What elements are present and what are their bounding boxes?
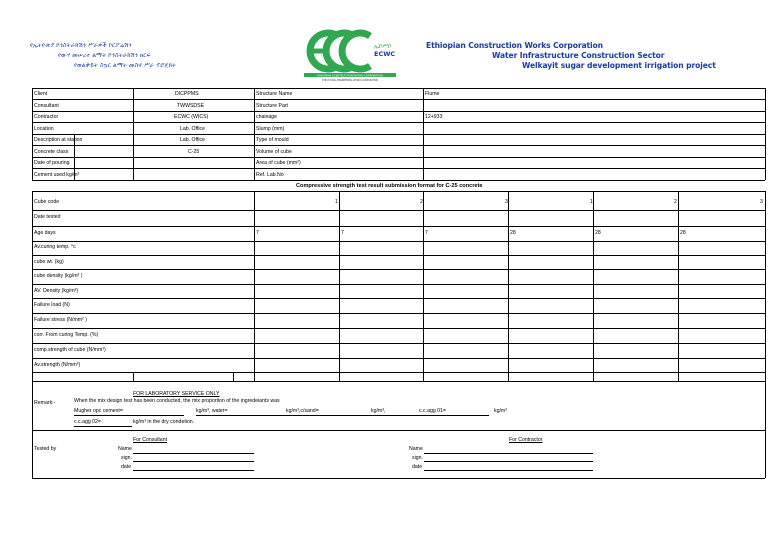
lab-only-note: FOR LABORATORY SERVICE ONLY bbox=[133, 391, 220, 397]
slump-label: Slump (mm) bbox=[256, 126, 285, 132]
row-av-density: AV. Density (kg/m³) bbox=[34, 288, 79, 294]
row-av-strength: Av.strength (N/mm²) bbox=[34, 362, 81, 368]
cube-code-5: 2 bbox=[674, 199, 677, 205]
age-days-3: 7 bbox=[425, 230, 428, 236]
contractor-value: ECWC (WICS) bbox=[174, 114, 209, 120]
row-cube-weight: cube wt. (kg) bbox=[34, 259, 64, 265]
english-line-3: Welkayit sugar development irrigation project bbox=[522, 61, 716, 70]
consultant-date-label: date bbox=[121, 464, 132, 470]
cube-code-3: 3 bbox=[505, 199, 508, 205]
company-logo bbox=[298, 26, 402, 86]
for-consultant-label: For Consultant bbox=[133, 437, 168, 443]
row-failure-stress: Failure stress (N/mm² ) bbox=[34, 317, 88, 323]
date-tested-label: Date tested bbox=[34, 214, 61, 220]
contractor-label: Contractor bbox=[34, 114, 59, 120]
unit-5: kg/m³ in the dry condetion. bbox=[133, 419, 195, 425]
logo-small-text: ECWC bbox=[374, 50, 396, 58]
contractor-date-label: date bbox=[412, 464, 423, 470]
location-label: Location bbox=[34, 126, 54, 132]
cube-code-label: Cube code bbox=[34, 199, 60, 205]
consultant-sign-line[interactable] bbox=[133, 461, 254, 462]
structure-name-value: Flume bbox=[425, 91, 440, 97]
cc-agg-01: c.c.agg 01= bbox=[419, 408, 446, 414]
ref-label: Ref. Lab.No bbox=[256, 172, 284, 178]
client-label: Client bbox=[34, 91, 48, 97]
unit-water: kg/m³, water= bbox=[196, 408, 228, 414]
contractor-sign-line[interactable] bbox=[424, 461, 593, 462]
english-line-1: Ethiopian Construction Works Corporation bbox=[426, 41, 603, 50]
chainage-label: chainage bbox=[256, 114, 278, 120]
row-cube-density: cube density (kg/m³ ) bbox=[34, 273, 83, 279]
ecwc-logo-icon bbox=[298, 26, 402, 86]
consultant-name-label: Name bbox=[118, 446, 132, 452]
age-days-1: 7 bbox=[256, 230, 259, 236]
amharic-line-3: የወልቃይት ስኳር ልማት መስኖ ሥራ ፕሮጀክት bbox=[74, 62, 177, 69]
row-comp-strength: comp.strength of cube (N/mm²) bbox=[34, 347, 106, 353]
consultant-label: Consultant bbox=[34, 103, 59, 109]
structure-part-label: Structure Part bbox=[256, 103, 289, 109]
for-contractor-label: For Contractor bbox=[509, 437, 543, 443]
consultant-sign-label: sign. bbox=[121, 455, 132, 461]
mould-label: Type of mould bbox=[256, 137, 289, 143]
cement-used-label: Cement used kg/m³ bbox=[34, 172, 80, 178]
cc-agg-02: c.c.agg 02= bbox=[74, 419, 101, 425]
location-value: Lab. Office bbox=[180, 126, 205, 132]
consultant-value: TWWSDSE bbox=[177, 103, 205, 109]
row-corr-curing: corr. From curing Temp. (%) bbox=[34, 332, 99, 338]
client-value: DICPPMS bbox=[175, 91, 199, 97]
row-curing-temp: Av.curing temp. °c bbox=[34, 244, 76, 250]
logo-caption: ETHIOPIAN CONSTRUCTION WORKS CORPORATION bbox=[317, 74, 383, 78]
chainage-value: 12+933 bbox=[425, 114, 443, 120]
structure-name-label: Structure Name bbox=[256, 91, 293, 97]
date-pouring-label: Date of pouring bbox=[34, 160, 70, 166]
cube-code-2: 2 bbox=[420, 199, 423, 205]
age-days-6: 28 bbox=[680, 230, 686, 236]
cube-code-6: 3 bbox=[760, 199, 763, 205]
age-days-5: 28 bbox=[595, 230, 601, 236]
cube-code-1: 1 bbox=[335, 199, 338, 205]
mugher-label: Mugher opc cement= bbox=[74, 408, 123, 414]
unit-3: kg/m³, bbox=[371, 408, 386, 414]
concrete-class-value: C-25 bbox=[188, 149, 200, 155]
tested-by-label: Tested by bbox=[34, 446, 57, 452]
volume-label: Volume of cube bbox=[256, 149, 292, 155]
amharic-line-2: የውሃ መሠረተ ልማት ኮንስትራክሽን ዘርፍ bbox=[58, 52, 151, 59]
mix-sentence: When the mix design test has been conducted, the mix proportion of the ingredeiants was bbox=[74, 398, 280, 404]
contractor-name-line[interactable] bbox=[424, 453, 593, 454]
contractor-date-line[interactable] bbox=[424, 470, 593, 471]
english-line-2: Water Infrastructure Construction Sector bbox=[492, 51, 665, 60]
logo-small-amharic: ኢኮሥኮ bbox=[374, 43, 392, 50]
remark-label: Remark:- bbox=[34, 400, 56, 406]
logo-caption-2: STRUCTURAL ENGINEERING WORKS CORPORATION bbox=[322, 79, 378, 82]
age-days-4: 28 bbox=[510, 230, 516, 236]
cube-code-4: 1 bbox=[590, 199, 593, 205]
description-label: Description at station bbox=[34, 137, 83, 143]
row-failure-load: Failure load (N) bbox=[34, 302, 70, 308]
table-title: Compressive strength test result submission format for C-25 concrete bbox=[296, 183, 483, 189]
contractor-sign-label: sign. bbox=[412, 455, 423, 461]
contractor-name-label: Name bbox=[409, 446, 423, 452]
consultant-name-line[interactable] bbox=[133, 453, 254, 454]
consultant-date-line[interactable] bbox=[133, 470, 254, 471]
age-days-label: Age days bbox=[34, 230, 56, 236]
area-label: Area of cube (mm²) bbox=[256, 160, 301, 166]
concrete-class-label: Concrete class bbox=[34, 149, 69, 155]
unit-sand: kg/m³,c/sand= bbox=[286, 408, 319, 414]
age-days-2: 7 bbox=[341, 230, 344, 236]
description-value: Lab. Office bbox=[180, 137, 205, 143]
amharic-line-1: የኢትዮጵያ ኮንስትራክሽን ሥራዎች ኮርፖሬሽን bbox=[30, 42, 132, 49]
unit-4: kg/m³ bbox=[494, 408, 507, 414]
